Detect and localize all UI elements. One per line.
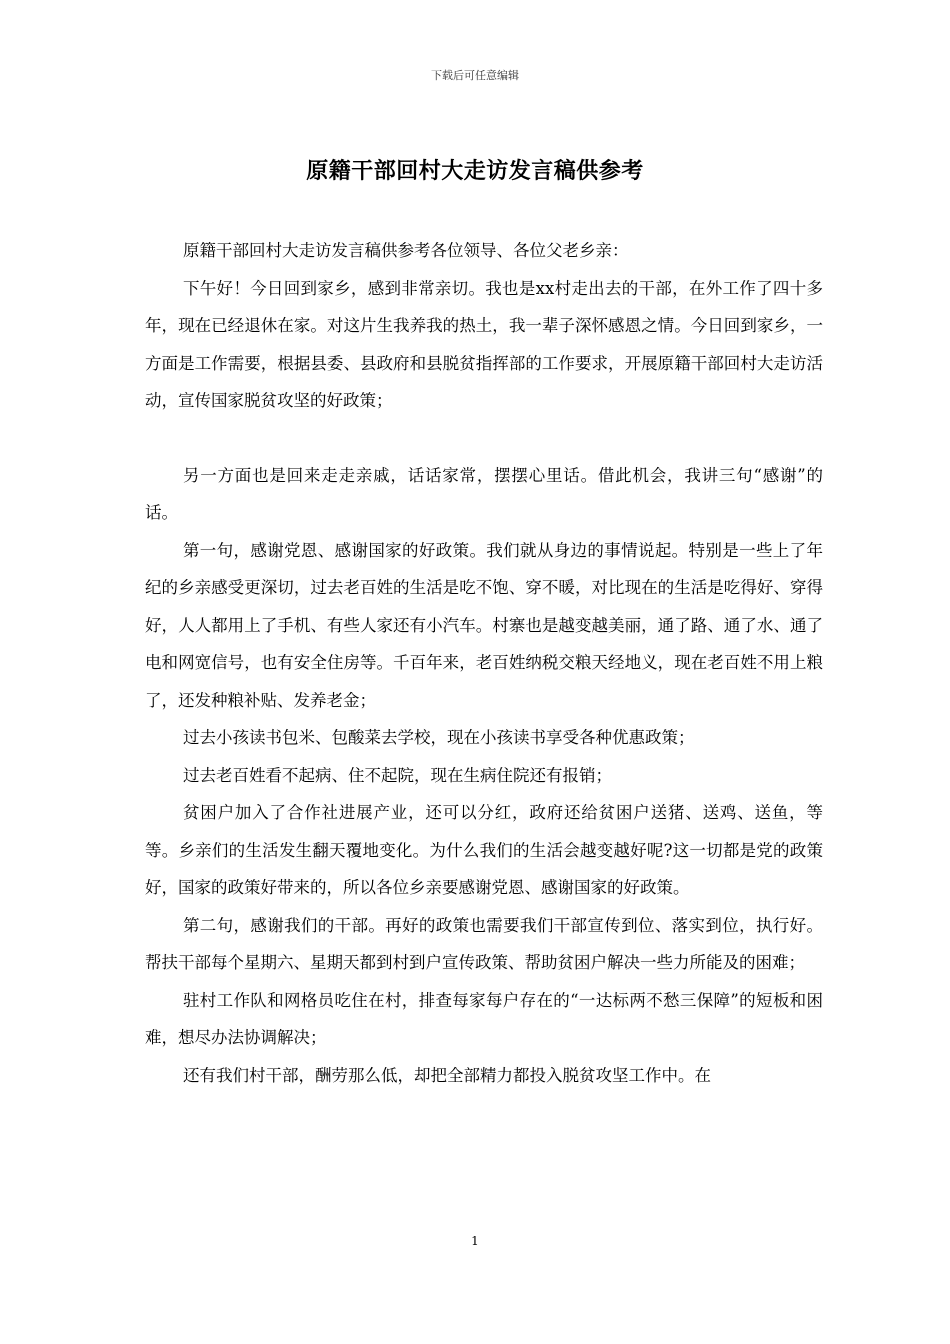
paragraph-village-cadres: 还有我们村干部，酬劳那么低，却把全部精力都投入脱贫攻坚工作中。在	[182, 1065, 711, 1085]
paragraph-second-thanks: 第二句，感谢我们的干部。再好的政策也需要我们干部宣传到位、落实到位，执行好。帮扶干部每个星期六、星期天都到村到户宣传政策、帮助贫困户解决一些力所能及的困难；	[145, 915, 823, 972]
page-number: 1	[471, 1234, 479, 1248]
paragraph-gap	[145, 420, 823, 457]
paragraph-greeting: 原籍干部回村大走访发言稿供参考各位领导、各位父老乡亲：	[182, 241, 629, 260]
paragraph-intro: 下午好！今日回到家乡，感到非常亲切。我也是xx村走出去的干部，在外工作了四十多年，现在已经退休在家。对这片生我养我的热土，我一辈子深怀感恩之情。今日回到家乡，一方面是工作需要，根据县委、县政府和县脱贫指挥部的工作要求，开展原籍干部回村大走访活动，宣传国家脱贫攻坚的好政策；	[145, 278, 823, 410]
paragraph-first-thanks: 第一句，感谢党恩、感谢国家的好政策。我们就从身边的事情说起。特别是一些上了年纪的乡亲感受更深切，过去老百姓的生活是吃不饱、穿不暖，对比现在的生活是吃得好、穿得好，人人都用上了手机、有些人家还有小汽车。村寨也是越变越美丽，通了路、通了水、通了电和网宽信号，也有安全住房等。千百年来，老百姓纳税交粮天经地义，现在老百姓不用上粮了，还发种粮补贴、发养老金；	[145, 540, 823, 710]
paragraph-work-team: 驻村工作队和网格员吃住在村，排查每家每户存在的“一达标两不愁三保障”的短板和困难，想尽办法协调解决；	[145, 990, 823, 1047]
paragraph-healthcare: 过去老百姓看不起病、住不起院，现在生病住院还有报销；	[182, 765, 612, 785]
paragraph-poor-households: 贫困户加入了合作社进展产业，还可以分红，政府还给贫困户送猪、送鸡、送鱼，等等。乡亲们的生活发生翻天覆地变化。为什么我们的生活会越变越好呢?这一切都是党的政策好，国家的政策好带来的，所以各位乡亲要感谢党恩、感谢国家的好政策。	[145, 803, 823, 897]
document-body	[145, 232, 823, 1094]
paragraph-other-aspect: 另一方面也是回来走走亲戚，话话家常，摆摆心里话。借此机会，我讲三句“感谢”的话。	[145, 465, 823, 522]
paragraph-schooling: 过去小孩读书包米、包酸菜去学校，现在小孩读书享受各种优惠政策；	[182, 728, 695, 747]
header-note: 下载后可任意编辑	[431, 69, 519, 82]
document-title: 原籍干部回村大走访发言稿供参考	[306, 159, 644, 184]
